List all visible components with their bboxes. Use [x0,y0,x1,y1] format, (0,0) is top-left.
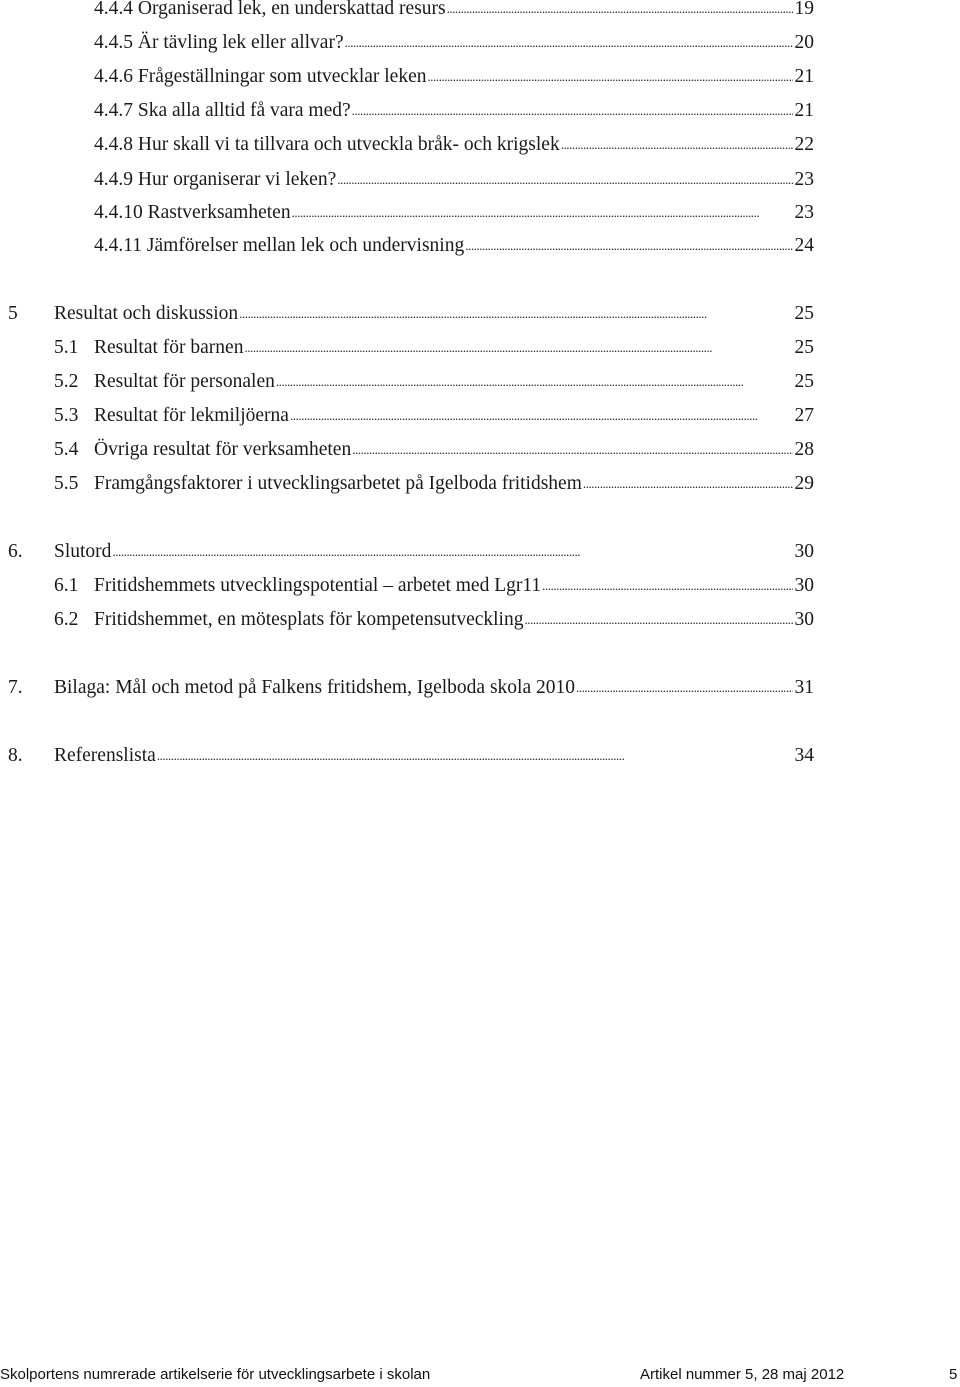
toc-page: 30 [794,575,814,596]
toc-entry[interactable] [0,300,960,328]
footer-page-number: 5 [949,1366,958,1383]
toc-page: 25 [794,371,814,392]
toc-page: 19 [794,0,814,19]
toc-number: 6.2 [54,609,79,630]
toc-page: 23 [794,202,814,223]
toc-page: 34 [794,745,814,766]
toc-number: 8. [8,745,23,766]
toc-page: 20 [794,32,814,53]
toc-entry[interactable] [0,470,960,498]
toc-number: 5.2 [54,371,79,392]
toc-number: 5.1 [54,337,79,358]
page-footer [0,1363,960,1387]
toc-leader [428,63,793,91]
toc-leader [542,572,792,600]
toc-page: 30 [794,609,814,630]
toc-title: 4.4.6 Frågeställningar som utvecklar leken [94,66,427,87]
toc-leader [465,232,792,260]
toc-page: 29 [794,473,814,494]
toc-number: 5.4 [54,439,79,460]
toc-leader [576,674,793,702]
toc-title: Referenslista [54,745,156,766]
toc-entry[interactable] [0,402,960,430]
toc-number: 5.5 [54,473,79,494]
toc-entry[interactable] [0,199,960,227]
toc-page: 23 [794,169,814,190]
toc-leader [561,131,793,159]
toc-title: 4.4.10 Rastverksamheten [94,202,291,223]
toc-page: 25 [794,303,814,324]
toc-entry[interactable] [0,436,960,464]
toc-title: Resultat och diskussion [54,303,239,324]
toc-page: 24 [794,235,814,256]
toc-entry[interactable] [0,606,960,634]
toc-number: 5 [8,303,18,324]
toc-title: 4.4.7 Ska alla alltid få vara med? [94,100,351,121]
toc-leader [352,97,793,125]
toc-title: 4.4.8 Hur skall vi ta tillvara och utveckla bråk- och krigslek [94,134,560,155]
toc-leader [337,166,792,194]
toc-leader [583,470,793,498]
toc-entry[interactable] [0,0,960,23]
toc-entry[interactable] [0,63,960,91]
toc-number: 5.3 [54,405,79,426]
toc-page: 25 [794,337,814,358]
toc-page: 27 [794,405,814,426]
toc-title: Bilaga: Mål och metod på Falkens fritidshem, Igelboda skola 2010 [54,677,575,698]
toc-page: 21 [794,100,814,121]
toc-title: Fritidshemmets utvecklingspotential – arbetet med Lgr11 [94,575,542,596]
toc-title: 4.4.11 Jämförelser mellan lek och undervisning [94,235,465,256]
toc-entry[interactable] [0,368,960,396]
toc-leader [276,368,793,396]
toc-entry[interactable] [0,131,960,159]
footer-series: Skolportens numrerade artikelserie för utvecklingsarbete i skolan [0,1366,431,1383]
toc-leader [157,742,793,770]
toc-title: 4.4.9 Hur organiserar vi leken? [94,169,337,190]
toc-page: 22 [794,134,814,155]
toc-leader [112,538,792,566]
toc-entry[interactable] [0,166,960,194]
toc-page: 21 [794,66,814,87]
toc-title: 4.4.5 Är tävling lek eller allvar? [94,32,344,53]
toc-title: Framgångsfaktorer i utvecklingsarbetet på Igelboda fritidshem [94,473,582,494]
toc-entry[interactable] [0,29,960,57]
toc-number: 6.1 [54,575,79,596]
toc-leader [292,199,793,227]
toc-number: 7. [8,677,23,698]
toc-number: 6. [8,541,23,562]
toc-title: Fritidshemmet, en mötesplats för kompetensutveckling [94,609,524,630]
toc-title: Övriga resultat för verksamheten [94,439,352,460]
toc-title: Resultat för lekmiljöerna [94,405,289,426]
toc-entry[interactable] [0,538,960,566]
toc-title: 4.4.4 Organiserad lek, en underskattad resurs [94,0,446,19]
toc-entry[interactable] [0,572,960,600]
toc-entry[interactable] [0,742,960,770]
toc-leader [290,402,793,430]
toc-leader [524,606,792,634]
toc-entry[interactable] [0,232,960,260]
toc-page: 28 [794,439,814,460]
toc-leader [244,334,792,362]
toc-leader [239,300,792,328]
toc-title: Slutord [54,541,112,562]
toc-leader [345,29,793,57]
toc-page: 31 [794,677,814,698]
toc-entry[interactable] [0,674,960,702]
toc-title: Resultat för personalen [94,371,275,392]
toc-page: 30 [794,541,814,562]
footer-issue: Artikel nummer 5, 28 maj 2012 [640,1366,845,1383]
toc-leader [352,436,792,464]
toc-entry[interactable] [0,334,960,362]
toc-title: Resultat för barnen [94,337,244,358]
toc-leader [447,0,793,23]
toc-entry[interactable] [0,97,960,125]
